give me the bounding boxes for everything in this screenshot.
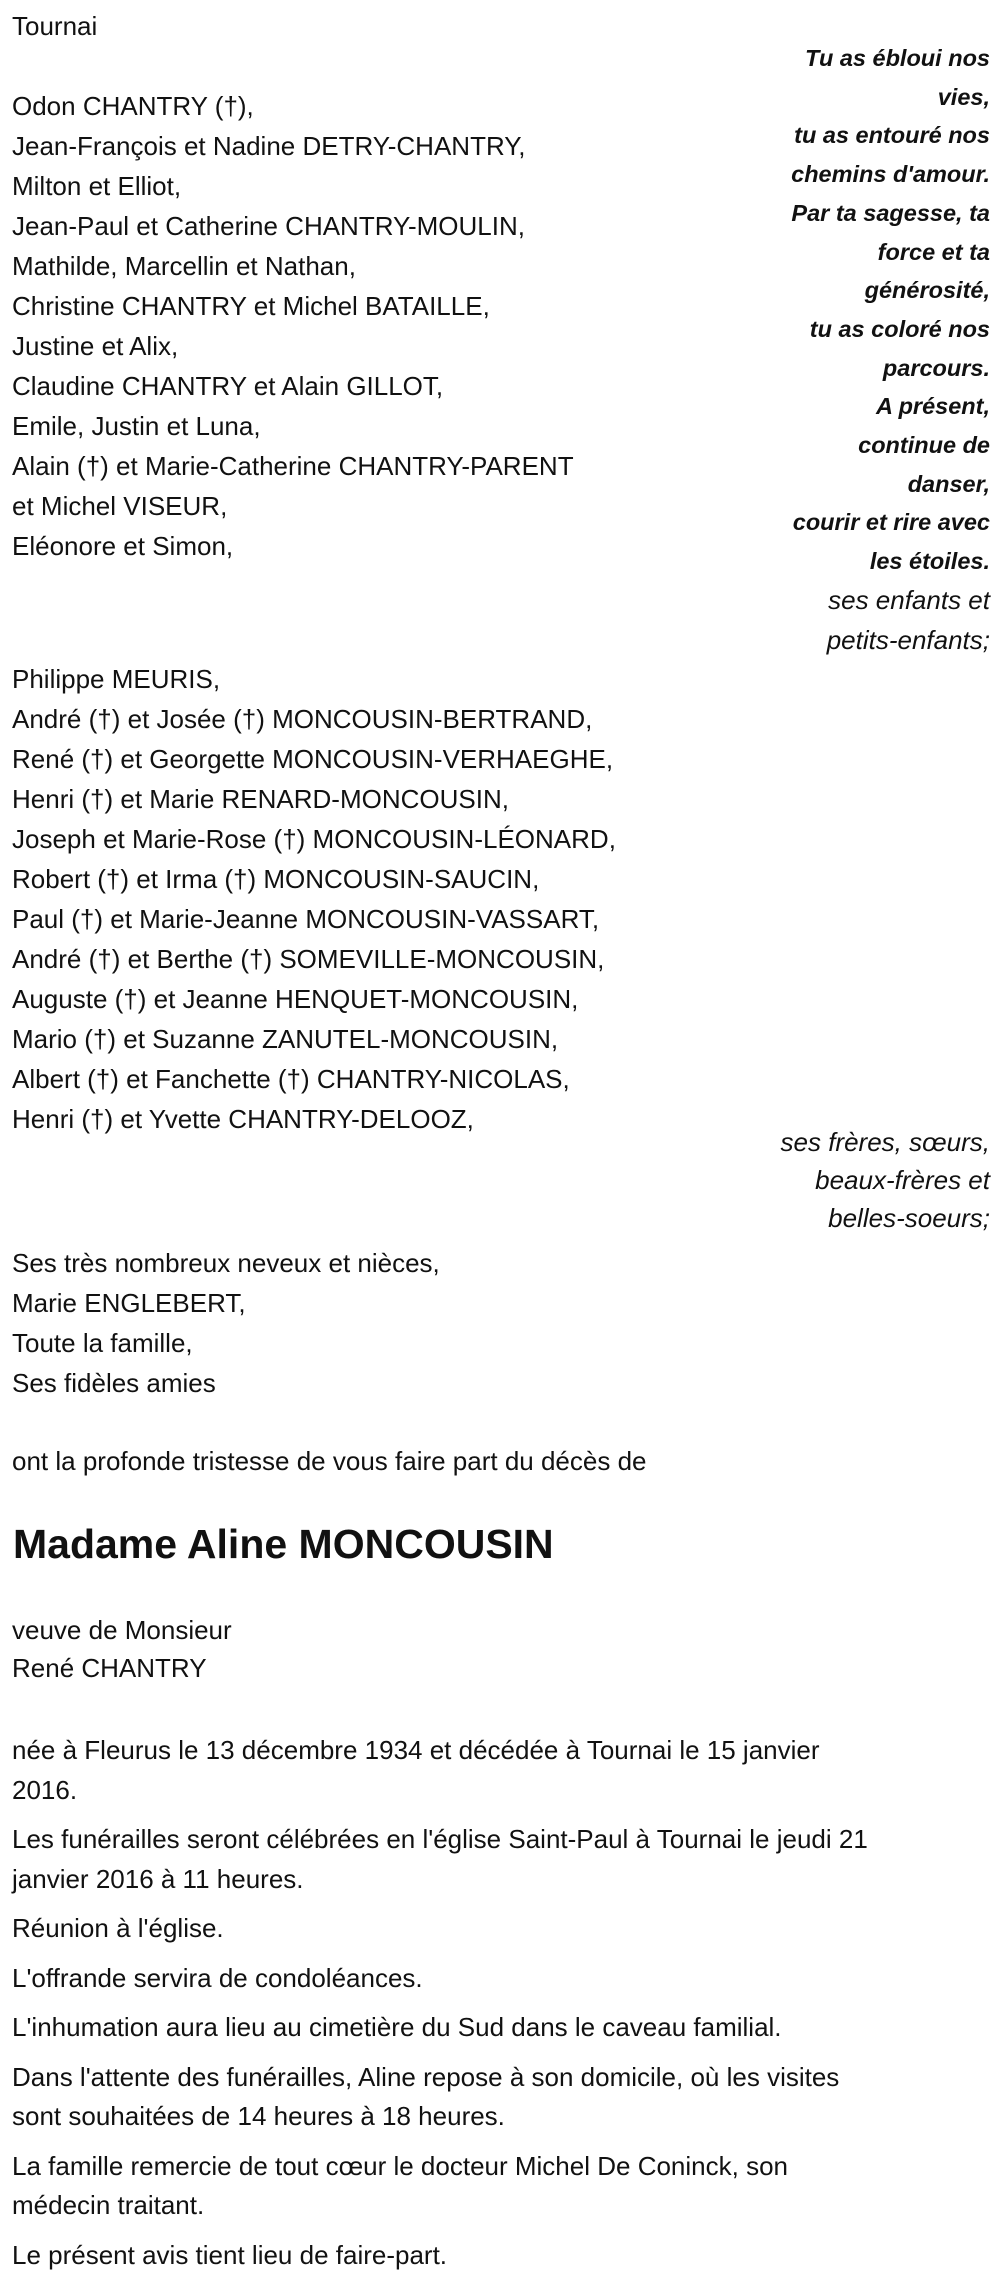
deceased-name-heading: Madame Aline MONCOUSIN [13, 1521, 554, 1567]
paragraph-line: janvier 2016 à 11 heures. [12, 1863, 304, 1894]
family-name-line: Henri (†) et Marie RENARD-MONCOUSIN, [12, 784, 509, 814]
family-name-line: Odon CHANTRY (†), [12, 91, 254, 121]
paragraph-birth-death [12, 1731, 992, 1810]
family-name-line: Philippe MEURIS, [12, 664, 221, 694]
location: Tournai [12, 11, 98, 41]
other-relatives [12, 1243, 440, 1403]
poem-line: force et ta [877, 238, 990, 265]
paragraph-offering [12, 1959, 992, 1999]
relation-line: beaux-frères et [815, 1165, 990, 1195]
poem-line: danser, [907, 470, 990, 497]
paragraph-line: Les funérailles seront célébrées en l'église Saint-Paul à Tournai le jeudi 21 [12, 1824, 868, 1854]
paragraph-line: L'inhumation aura lieu au cimetière du Sud dans le caveau familial. [12, 2012, 782, 2042]
paragraph-funeral [12, 1820, 992, 1899]
paragraph-line: Dans l'attente des funérailles, Aline repose à son domicile, où les visites [12, 2061, 840, 2092]
family-name-line: Henri (†) et Yvette CHANTRY-DELOOZ, [12, 1104, 474, 1134]
poem-line: parcours. [882, 354, 990, 381]
family-name-line: et Michel VISEUR, [12, 491, 228, 521]
family-name-line: Emile, Justin et Luna, [12, 411, 261, 441]
paragraph-thanks [12, 2147, 992, 2226]
poem [720, 39, 990, 581]
family-name-line: Jean-Paul et Catherine CHANTRY-MOULIN, [12, 211, 525, 241]
poem-line: A présent, [875, 393, 990, 420]
poem-line: courir et rire avec [792, 509, 990, 536]
poem-line: tu as entouré nos [794, 122, 990, 149]
relation-line: ses enfants et [828, 585, 990, 615]
widow-of-line: René CHANTRY [12, 1653, 207, 1683]
family-name-line: André (†) et Josée (†) MONCOUSIN-BERTRAND, [12, 704, 593, 734]
family-name-line: André (†) et Berthe (†) SOMEVILLE-MONCOUSIN, [12, 944, 605, 974]
other-relative-line: Ses fidèles amies [12, 1368, 216, 1398]
family-name-line: Paul (†) et Marie-Jeanne MONCOUSIN-VASSART, [12, 904, 600, 934]
family-name-line: Robert (†) et Irma (†) MONCOUSIN-SAUCIN, [12, 864, 540, 894]
poem-line: chemins d'amour. [791, 161, 990, 188]
relation-children [720, 580, 990, 660]
poem-line: continue de [858, 432, 990, 459]
paragraph-notice [12, 2236, 992, 2276]
widow-of [12, 1611, 232, 1687]
family-name-line: Joseph et Marie-Rose (†) MONCOUSIN-LÉONARD, [12, 824, 616, 854]
paragraph-line: 2016. [12, 1774, 78, 1805]
family-name-line: Mario (†) et Suzanne ZANUTEL-MONCOUSIN, [12, 1024, 559, 1054]
details [12, 1731, 992, 2285]
relation-siblings [720, 1123, 990, 1237]
family-group-2-names [12, 659, 616, 1139]
family-name-line: Alain (†) et Marie-Catherine CHANTRY-PARENT [12, 451, 574, 481]
widow-of-line: veuve de Monsieur [12, 1615, 232, 1645]
family-name-line: Justine et Alix, [12, 331, 179, 361]
relation-line: belles-soeurs; [828, 1203, 990, 1233]
family-group-1-names [12, 86, 574, 566]
paragraph-line: L'offrande servira de condoléances. [12, 1962, 423, 1993]
poem-line: les étoiles. [869, 548, 990, 575]
paragraph-line: Réunion à l'église. [12, 1913, 224, 1943]
relation-line: ses frères, sœurs, [780, 1127, 990, 1157]
family-name-line: Auguste (†) et Jeanne HENQUET-MONCOUSIN, [12, 984, 579, 1014]
announcement: ont la profonde tristesse de vous faire part du décès de [12, 1446, 647, 1476]
other-relative-line: Ses très nombreux neveux et nièces, [12, 1248, 440, 1278]
paragraph-line: née à Fleurus le 13 décembre 1934 et décédée à Tournai le 15 janvier [12, 1735, 820, 1765]
family-name-line: Albert (†) et Fanchette (†) CHANTRY-NICOLAS, [12, 1064, 570, 1094]
poem-line: tu as coloré nos [809, 315, 990, 342]
other-relative-line: Toute la famille, [12, 1328, 193, 1358]
poem-line: générosité, [864, 277, 990, 304]
paragraph-line: Le présent avis tient lieu de faire-part. [12, 2239, 448, 2270]
paragraph-burial [12, 2008, 992, 2048]
family-name-line: Mathilde, Marcellin et Nathan, [12, 251, 356, 281]
poem-line: Par ta sagesse, ta [791, 199, 990, 226]
relation-line: petits-enfants; [826, 625, 990, 655]
family-name-line: Christine CHANTRY et Michel BATAILLE, [12, 291, 490, 321]
paragraph-line: médecin traitant. [12, 2190, 205, 2220]
family-name-line: Milton et Elliot, [12, 171, 182, 201]
paragraph-visits [12, 2058, 992, 2137]
other-relative-line: Marie ENGLEBERT, [12, 1288, 246, 1318]
family-name-line: Jean-François et Nadine DETRY-CHANTRY, [12, 131, 526, 161]
family-name-line: René (†) et Georgette MONCOUSIN-VERHAEGHE, [12, 744, 614, 774]
family-name-line: Claudine CHANTRY et Alain GILLOT, [12, 371, 444, 401]
poem-line: vies, [937, 83, 990, 110]
poem-line: Tu as ébloui nos [805, 45, 990, 71]
paragraph-line: sont souhaitées de 14 heures à 18 heures. [12, 2101, 505, 2131]
family-name-line: Eléonore et Simon, [12, 531, 234, 561]
paragraph-meeting [12, 1909, 992, 1949]
paragraph-line: La famille remercie de tout cœur le docteur Michel De Coninck, son [12, 2150, 788, 2181]
